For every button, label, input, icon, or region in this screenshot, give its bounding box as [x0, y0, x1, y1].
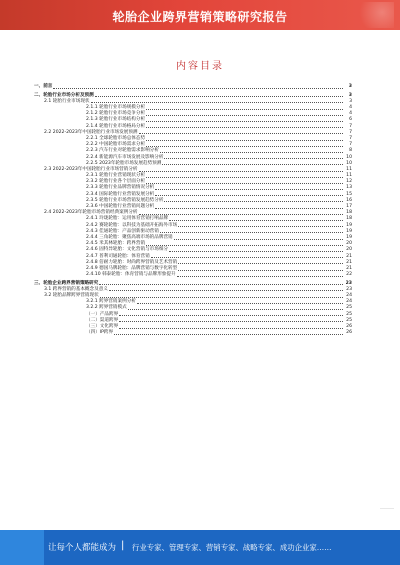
toc-leader-dots	[178, 226, 343, 227]
toc-leader-dots	[139, 133, 343, 134]
toc-entry-label: 2.4.7 普利司通轮胎：体育营销	[86, 253, 150, 259]
toc-entry-label: 2.3.1 轮胎行业营销现状分析	[86, 173, 146, 179]
toc-page-number: 8	[349, 148, 352, 154]
toc-entry-label: 2.4.3 佳通轮胎：产品创新驱动营销	[86, 228, 159, 234]
page-edge-mark	[380, 508, 394, 522]
toc-entry-label: 2.3.5 轮胎行业市场营销发展趋势分析	[86, 197, 164, 203]
toc-leader-dots	[169, 251, 343, 252]
table-of-contents	[34, 84, 352, 336]
toc-leader-dots	[100, 297, 343, 298]
toc-entry-label: 3.1 跨界营销的基本概念及意义	[44, 286, 108, 292]
toc-page-number: 10	[346, 154, 352, 160]
toc-leader-dots	[91, 102, 343, 103]
toc-leader-dots	[169, 220, 343, 221]
toc-page-number: 15	[346, 191, 352, 197]
toc-leader-dots	[95, 96, 343, 97]
toc-leader-dots	[114, 334, 343, 335]
footer-slogan: 让每个人都能成为	[48, 543, 117, 553]
toc-leader-dots	[160, 152, 343, 153]
toc-page-number: 7	[349, 135, 352, 141]
toc-leader-dots	[155, 208, 343, 209]
toc-leader-dots	[128, 309, 343, 310]
toc-entry[interactable]	[34, 84, 352, 90]
toc-entry-label: 2.1.1 轮胎行业市场规模分析	[86, 105, 146, 111]
toc-page-number: 17	[346, 204, 352, 210]
toc-page-number: 24	[346, 292, 352, 298]
toc-entry-label: （二）渠道跨界	[86, 317, 119, 323]
toc-page-number: 13	[346, 185, 352, 191]
toc-entry-label: 3.2.1 跨界营销案例分析	[86, 299, 136, 305]
toc-page-number: 3	[349, 98, 352, 104]
footer-roles: 行业专家、管理专家、营销专家、战略专家、成功企业家……	[132, 543, 332, 552]
toc-page-number: 11	[346, 166, 352, 172]
report-title: 轮胎企业跨界营销策略研究报告	[112, 10, 288, 24]
toc-page-number: 21	[346, 265, 352, 271]
toc-entry-label: 2.4.10 韩泰轮胎：体育营销与品牌形象提升	[86, 272, 176, 278]
toc-page-number: 20	[346, 241, 352, 247]
toc-entry-label: 2.3.3 轮胎行业品牌营销情况分析	[86, 185, 155, 191]
toc-entry-label: 2.2.5 2023年轮胎市场发展趋势预测	[86, 160, 162, 166]
toc-entry-label: （四）IP跨界	[86, 330, 114, 336]
toc-page-number: 4	[349, 111, 352, 117]
toc-leader-dots	[119, 328, 343, 329]
toc-leader-dots	[164, 158, 343, 159]
toc-page-number: 6	[349, 117, 352, 123]
toc-page-number: 19	[346, 228, 352, 234]
footer-separator: |	[121, 540, 125, 551]
toc-page-number: 12	[346, 179, 352, 185]
toc-page-number: 21	[346, 259, 352, 265]
toc-heading: 内容目录	[176, 61, 224, 72]
toc-entry-label: 2.4.9 德国马牌轮胎：品牌营销与数字化转型	[86, 265, 178, 271]
toc-entry-label: （三）文化跨界	[86, 323, 119, 329]
toc-entry-label: 2.2.4 新能源汽车市场发展及影响分析	[86, 154, 164, 160]
toc-leader-dots	[146, 183, 343, 184]
toc-page-number: 18	[346, 210, 352, 216]
toc-page-number: 18	[346, 216, 352, 222]
toc-leader-dots	[151, 257, 343, 258]
toc-page-number: 26	[346, 323, 352, 329]
toc-leader-dots	[146, 115, 343, 116]
toc-page-number: 16	[346, 197, 352, 203]
toc-entry-label: 2.3.4 国际轮胎行业营销发展分析	[86, 191, 155, 197]
toc-leader-dots	[164, 201, 343, 202]
toc-entry-label: 一、前言	[34, 84, 53, 90]
toc-entry-label: 2.3.2 轮胎行业各个层面分析	[86, 179, 146, 185]
toc-leader-dots	[160, 232, 343, 233]
toc-entry-label: 2.4.5 米其林轮胎：跨界营销	[86, 241, 146, 247]
toc-entry-label: 2.4.8 倍耐力轮胎：时尚跨界营销及艺术营销	[86, 259, 178, 265]
toc-entry-label: 2.4.6 固特异轮胎：文化营销与市场细分	[86, 247, 169, 253]
toc-leader-dots	[53, 88, 343, 89]
toc-leader-dots	[146, 127, 343, 128]
toc-page-number: 19	[346, 234, 352, 240]
toc-page-number: 3	[348, 92, 352, 98]
toc-page-number: 22	[346, 272, 352, 278]
toc-leader-dots	[146, 140, 343, 141]
toc-entry-label: 2.3.6 中国轮胎行业营销问题分析	[86, 204, 155, 210]
toc-leader-dots	[174, 239, 343, 240]
toc-page-number: 11	[346, 173, 352, 179]
toc-entry[interactable]	[34, 330, 352, 336]
toc-leader-dots	[109, 290, 343, 291]
toc-leader-dots	[139, 171, 343, 172]
toc-entry-label: 三、轮胎企业跨界营销策略研究	[34, 280, 99, 286]
toc-leader-dots	[137, 303, 343, 304]
toc-entry-label: 2.1.2 轮胎行业市场竞争分析	[86, 111, 146, 117]
toc-leader-dots	[146, 146, 343, 147]
toc-leader-dots	[146, 109, 343, 110]
toc-page-number: 7	[349, 142, 352, 148]
toc-entry-label: 2.1 轮胎行业市场现状	[44, 98, 90, 104]
toc-leader-dots	[177, 276, 343, 277]
toc-leader-dots	[178, 263, 343, 264]
toc-page-number: 25	[346, 305, 352, 311]
toc-page-number: 25	[346, 311, 352, 317]
toc-page-number: 10	[346, 160, 352, 166]
toc-leader-dots	[162, 164, 343, 165]
toc-entry-label: （一）产品跨界	[86, 311, 119, 317]
toc-entry-label: 2.1.4 轮胎行业市场格局分析	[86, 123, 146, 129]
toc-page-number: 19	[346, 222, 352, 228]
toc-entry-label: 2.4 2022-2023年轮胎市场营销经典案例分析	[44, 210, 138, 216]
footer-banner	[0, 530, 400, 565]
toc-leader-dots	[146, 121, 343, 122]
toc-entry-label: 2.2.2 中国轮胎市场需求分析	[86, 142, 146, 148]
toc-leader-dots	[178, 270, 343, 271]
toc-page-number: 7	[349, 129, 352, 135]
toc-entry-label: 2.2.1 全球轮胎市场总体态势	[86, 135, 146, 141]
toc-leader-dots	[155, 189, 343, 190]
toc-entry-label: 2.2.3 汽车行业对轮胎需求影响分析	[86, 148, 159, 154]
toc-entry-label: 3.2.2 跨界营销模式	[86, 305, 127, 311]
toc-page-number: 23	[345, 280, 352, 286]
toc-entry-label: 2.4.4 三角轮胎：聚焦高端市场的品牌营销	[86, 234, 173, 240]
toc-leader-dots	[139, 214, 343, 215]
toc-leader-dots	[119, 321, 343, 322]
toc-page-number: 4	[349, 105, 352, 111]
toc-entry-label: 2.2 2022-2023年中国轮胎行业市场发展预测	[44, 129, 138, 135]
toc-page-number: 24	[346, 299, 352, 305]
toc-page-number: 23	[346, 286, 352, 292]
toc-entry-label: 2.1.3 轮胎行业市场结构分析	[86, 117, 146, 123]
toc-page-number: 20	[346, 247, 352, 253]
toc-entry-label: 2.4.2 赛轮轮胎：以科技为基础开拓海外市场	[86, 222, 178, 228]
toc-leader-dots	[146, 245, 343, 246]
toc-entry-label: 2.3 2022-2023年中国轮胎行业市场营销分析	[44, 166, 138, 172]
toc-entry[interactable]	[34, 272, 352, 278]
toc-leader-dots	[155, 195, 343, 196]
report-header	[0, 0, 400, 30]
toc-page-number: 7	[349, 123, 352, 129]
toc-leader-dots	[99, 284, 343, 285]
toc-entry-label: 二、轮胎行业市场分析及预测	[34, 92, 94, 98]
toc-page-number: 3	[348, 84, 352, 90]
toc-page-number: 21	[346, 253, 352, 259]
toc-leader-dots	[119, 315, 343, 316]
toc-page-number: 26	[346, 330, 352, 336]
toc-entry-label: 2.4.1 玲珑轮胎：运用体育营销打响品牌	[86, 216, 169, 222]
toc-entry-label: 3.2 轮胎品牌跨界营销现状	[44, 292, 99, 298]
footer-corner-block	[0, 530, 44, 565]
toc-page-number: 25	[346, 317, 352, 323]
toc-leader-dots	[146, 177, 343, 178]
